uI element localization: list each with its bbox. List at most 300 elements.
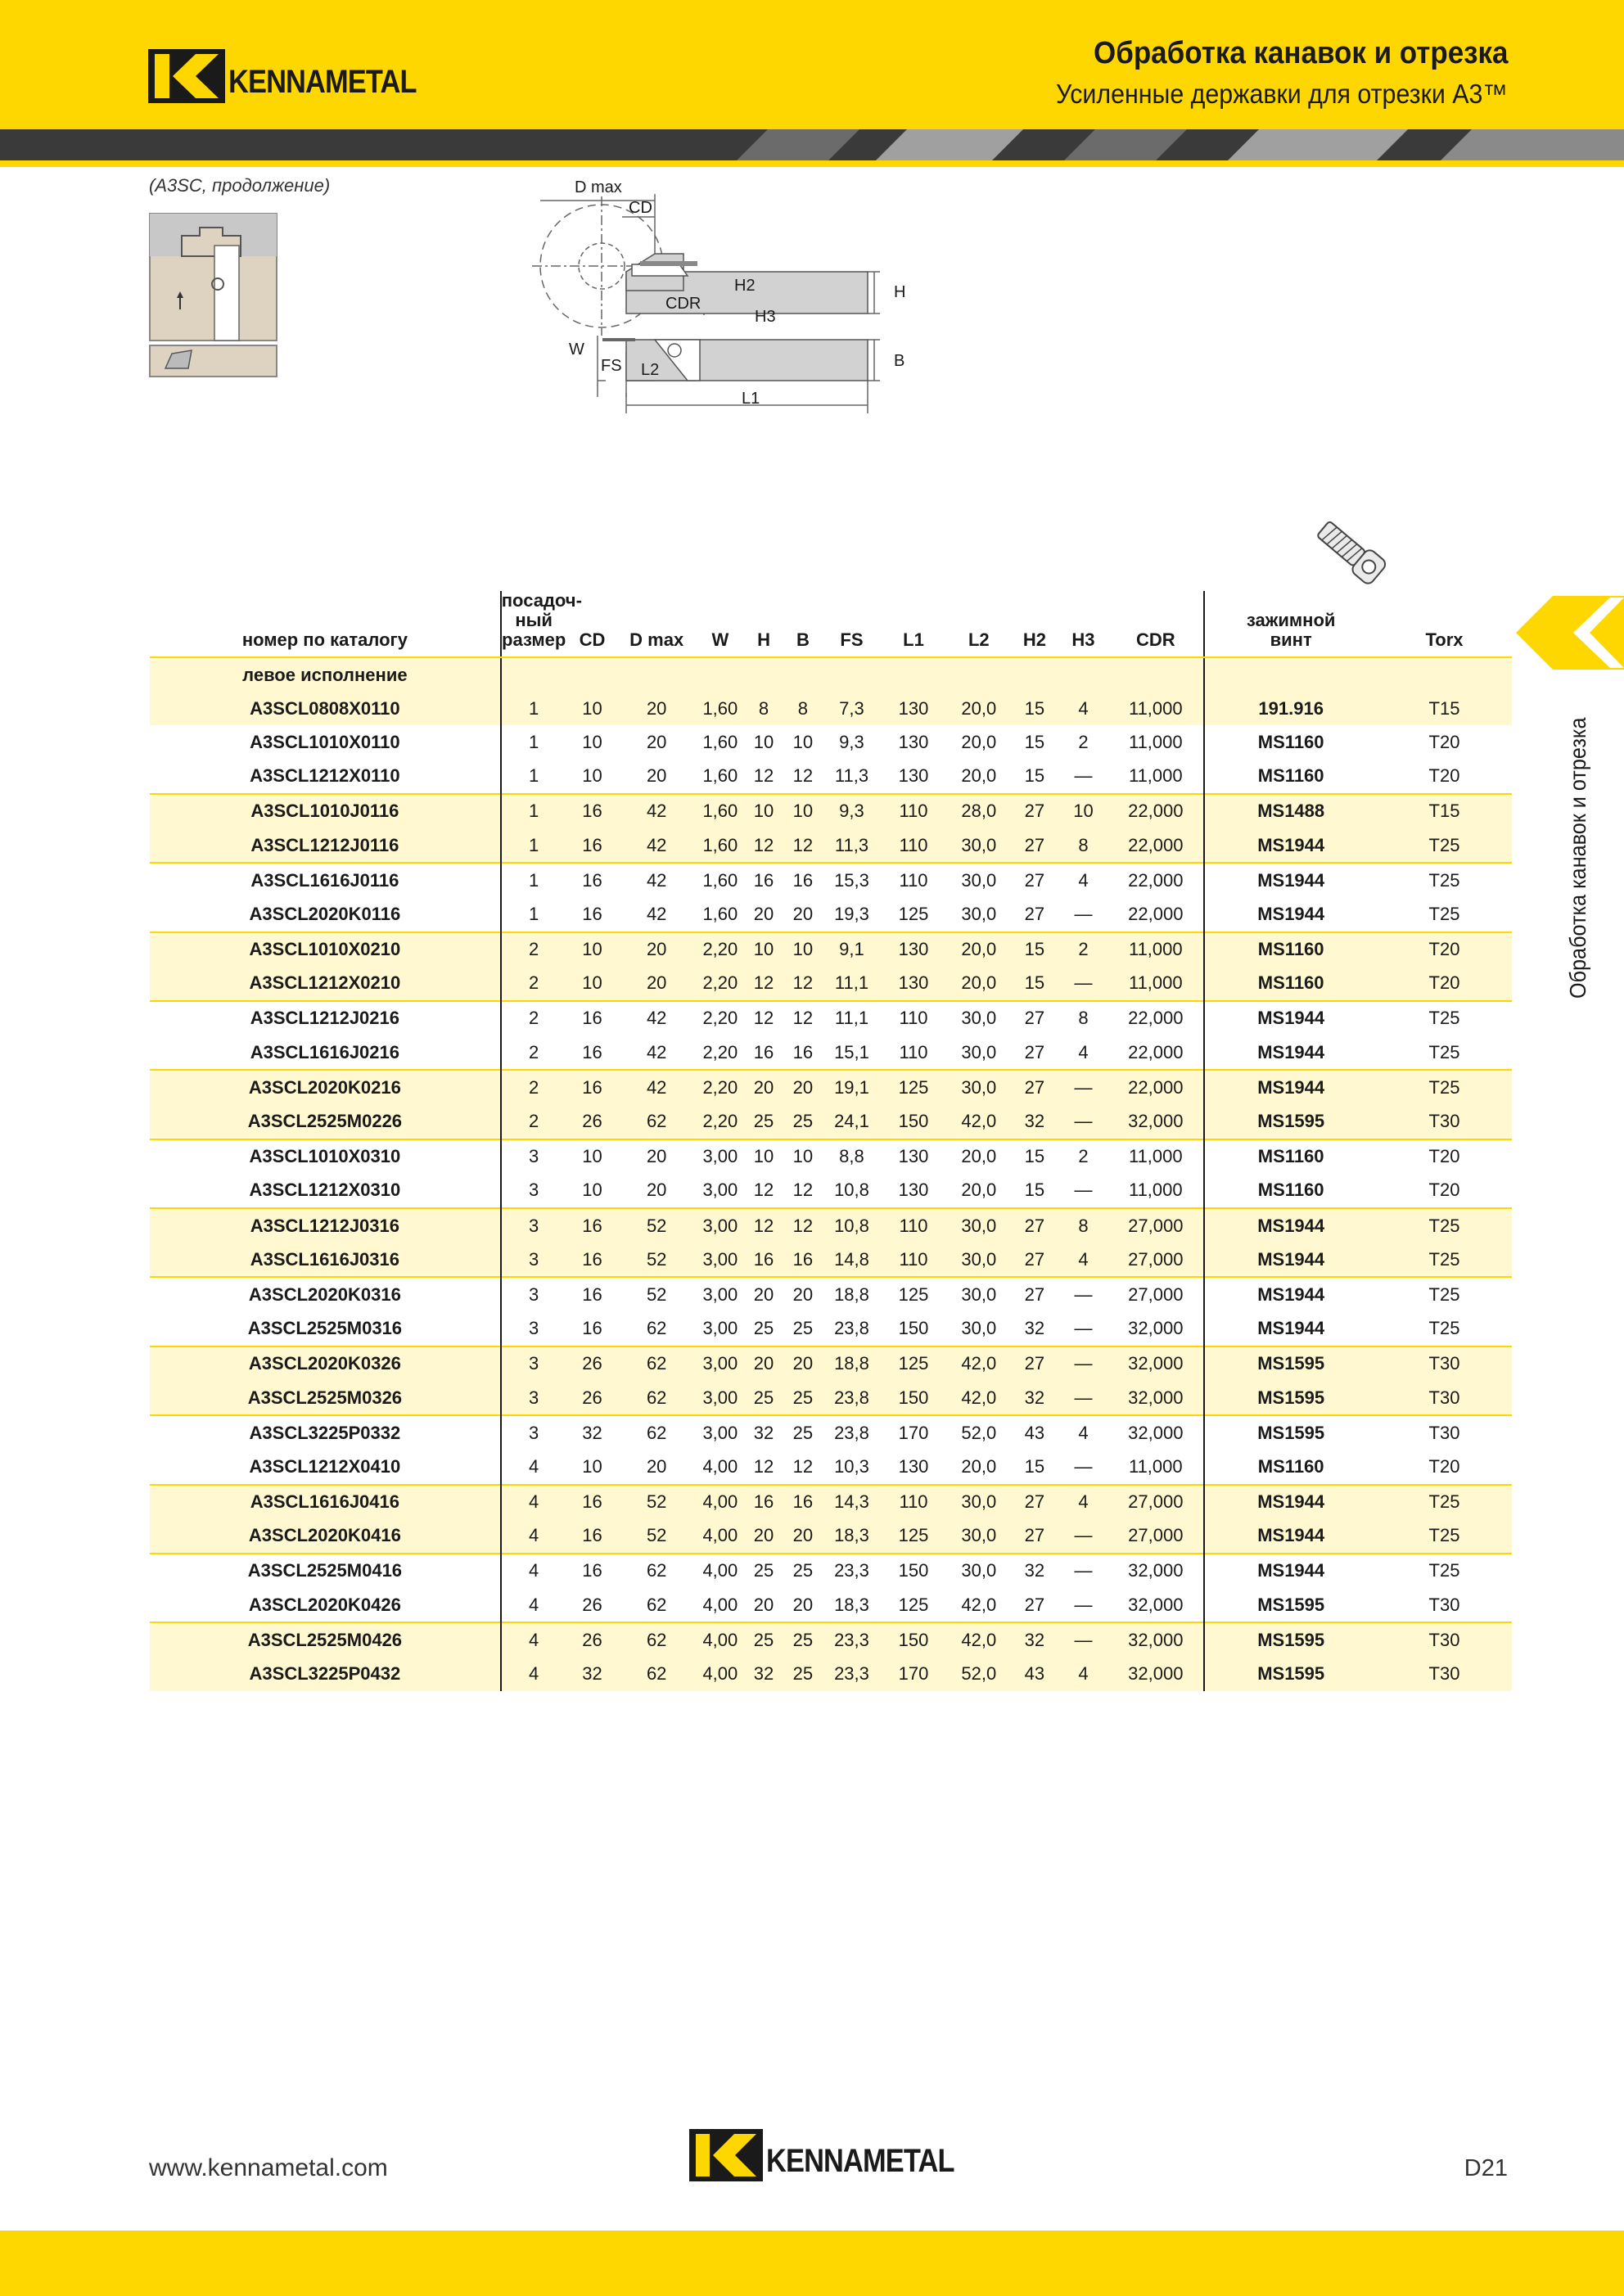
cell-cdr: 32,000	[1107, 1415, 1204, 1450]
cell-l1: 130	[898, 765, 929, 787]
table-header-row	[150, 591, 1512, 657]
cell-w: 1,60	[702, 869, 738, 891]
cell-b: 20	[782, 1346, 823, 1381]
header-rule	[0, 160, 1624, 167]
cell-w: 3,00	[702, 1318, 738, 1339]
cell-screw: MS1160	[1257, 765, 1324, 787]
cell-l2: 30,0	[948, 828, 1011, 863]
table-row	[150, 932, 1512, 967]
cell-l2: 30,0	[961, 869, 997, 891]
cell-screw: MS1944	[1257, 1318, 1325, 1339]
cell-fs: 19,3	[834, 903, 869, 924]
cell-h2: 27	[1024, 1008, 1045, 1029]
cell-h: 12	[746, 967, 783, 1001]
cell-cd: 10	[566, 692, 619, 725]
cell-fs: 8,8	[839, 1146, 864, 1167]
cell-fs: 9,3	[823, 794, 879, 828]
cell-code: A3SCL2525M0426	[150, 1622, 501, 1657]
label-h: H	[894, 283, 906, 301]
cell-b: 25	[782, 1657, 823, 1690]
cell-b: 12	[792, 1180, 814, 1201]
header-code: номер по каталогу	[150, 591, 501, 657]
table-row	[150, 1312, 1512, 1346]
cell-h: 25	[746, 1622, 783, 1657]
cell-l2: 20,0	[948, 692, 1011, 725]
cell-l1: 110	[880, 1485, 948, 1519]
cell-h3: —	[1059, 967, 1108, 1001]
cell-cdr: 22,000	[1107, 897, 1204, 931]
cell-l1: 130	[880, 967, 948, 1001]
cell-seat: 1	[501, 828, 566, 863]
table-row	[150, 725, 1512, 759]
cell-b: 16	[792, 1041, 814, 1062]
logo-wordmark: KENNAMETAL	[228, 63, 417, 100]
cell-fs: 23,8	[834, 1318, 869, 1339]
cell-fs: 11,3	[823, 828, 879, 863]
table-row	[150, 1104, 1512, 1139]
table-row	[150, 1657, 1512, 1690]
cell-torx: T20	[1377, 967, 1512, 1001]
cell-screw: MS1944	[1204, 1208, 1377, 1243]
cell-fs: 18,3	[834, 1594, 869, 1615]
header-h3: H3	[1059, 591, 1108, 657]
header-b: B	[782, 591, 823, 657]
cell-l1: 130	[898, 1146, 929, 1167]
cell-dmax: 62	[618, 1104, 695, 1139]
table-row	[150, 794, 1512, 828]
cell-cd: 10	[566, 967, 619, 1001]
cell-seat: 2	[501, 1104, 566, 1139]
cell-b: 12	[792, 1008, 814, 1029]
cell-h3: 2	[1078, 1146, 1089, 1167]
cell-w: 3,00	[695, 1243, 746, 1277]
cell-h2: 15	[1024, 1180, 1045, 1201]
cell-dmax: 20	[646, 1146, 667, 1167]
cell-h: 20	[753, 1594, 774, 1615]
cell-l1: 130	[880, 692, 948, 725]
cell-h2: 27	[1010, 1070, 1059, 1104]
label-dmax: D max	[575, 178, 622, 196]
cell-fs: 11,3	[834, 765, 869, 787]
cell-b: 20	[782, 1519, 823, 1554]
cell-h2: 15	[1024, 1146, 1045, 1167]
cell-l1: 110	[880, 794, 948, 828]
cell-l2: 30,0	[948, 1208, 1011, 1243]
cell-b: 8	[782, 692, 823, 725]
cell-code: A3SCL3225P0432	[150, 1657, 501, 1690]
cell-seat: 4	[501, 1622, 566, 1657]
cell-b: 25	[792, 1422, 814, 1443]
kennametal-logo	[148, 49, 447, 103]
cell-cdr: 32,000	[1107, 1554, 1204, 1588]
cell-fs: 14,8	[823, 1243, 879, 1277]
cell-h2: 27	[1010, 1485, 1059, 1519]
cell-cdr: 32,000	[1107, 1381, 1204, 1415]
cell-cd: 26	[566, 1346, 619, 1381]
cell-b: 10	[792, 731, 814, 752]
cell-torx: T25	[1428, 1041, 1460, 1062]
header-seat: посадоч- ный размер	[501, 591, 566, 657]
cell-w: 2,20	[695, 967, 746, 1001]
cell-w: 4,00	[702, 1560, 738, 1581]
table-row	[150, 1450, 1512, 1484]
page-subtitle: Усиленные державки для отрезки A3™	[1056, 79, 1508, 109]
cell-code: A3SCL1010X0210	[150, 932, 501, 967]
cell-l2: 28,0	[948, 794, 1011, 828]
cell-cdr: 27,000	[1107, 1485, 1204, 1519]
cell-h: 16	[753, 1041, 774, 1062]
cell-h3: —	[1059, 1381, 1108, 1415]
cell-l1: 125	[898, 903, 929, 924]
cell-torx: T25	[1428, 1560, 1460, 1581]
cell-h3: 8	[1059, 1208, 1108, 1243]
cell-cd: 10	[582, 765, 602, 787]
cell-screw: MS1160	[1204, 967, 1377, 1001]
cell-b: 10	[792, 1146, 814, 1167]
cell-b: 20	[782, 1070, 823, 1104]
website-link[interactable]: www.kennametal.com	[149, 2154, 388, 2181]
cell-w: 2,20	[702, 1041, 738, 1062]
cell-seat: 3	[529, 1318, 539, 1339]
cell-h3: —	[1074, 1318, 1093, 1339]
cell-h2: 27	[1024, 869, 1045, 891]
cell-h: 20	[746, 1070, 783, 1104]
cell-code: A3SCL1010X0110	[150, 725, 501, 759]
cell-torx: T30	[1377, 1346, 1512, 1381]
cell-l1: 130	[898, 731, 929, 752]
cell-dmax: 62	[646, 1560, 667, 1581]
cell-screw: MS1160	[1257, 731, 1324, 752]
cell-seat: 4	[529, 1560, 539, 1581]
cell-l1: 170	[880, 1657, 948, 1690]
cell-seat: 3	[501, 1243, 566, 1277]
cell-dmax: 62	[618, 1622, 695, 1657]
cell-h2: 15	[1024, 1455, 1045, 1477]
cell-l1: 150	[898, 1560, 929, 1581]
cell-cd: 16	[566, 828, 619, 863]
cell-h2: 27	[1010, 1346, 1059, 1381]
cell-screw: MS1595	[1257, 1422, 1325, 1443]
cell-cdr: 32,000	[1107, 1104, 1204, 1139]
cell-cd: 26	[582, 1594, 602, 1615]
cell-h2: 32	[1010, 1104, 1059, 1139]
cell-h3: 8	[1059, 828, 1108, 863]
cell-code: A3SCL2525M0316	[150, 1312, 501, 1346]
cell-h2: 27	[1024, 903, 1045, 924]
cell-cd: 16	[582, 903, 602, 924]
cell-cdr: 22,000	[1107, 794, 1204, 828]
table-row	[150, 1174, 1512, 1208]
cell-fs: 23,3	[823, 1657, 879, 1690]
cell-cdr: 32,000	[1107, 1346, 1204, 1381]
cell-l1: 150	[880, 1622, 948, 1657]
cell-code: A3SCL1212X0210	[150, 967, 501, 1001]
cell-b: 16	[792, 869, 814, 891]
cell-l1: 150	[880, 1104, 948, 1139]
cell-l2: 30,0	[961, 1560, 997, 1581]
cell-seat: 2	[529, 1041, 539, 1062]
section-row	[150, 657, 1512, 692]
cell-l2: 20,0	[961, 1180, 997, 1201]
cell-dmax: 42	[646, 903, 667, 924]
cell-h: 32	[746, 1657, 783, 1690]
cell-l1: 110	[899, 1041, 928, 1062]
cell-l1: 170	[898, 1422, 929, 1443]
cell-l2: 30,0	[948, 1485, 1011, 1519]
cell-w: 1,60	[695, 828, 746, 863]
footer-kennametal-k-icon	[689, 2129, 763, 2181]
cell-w: 2,20	[695, 1104, 746, 1139]
table-row	[150, 760, 1512, 794]
cell-dmax: 62	[618, 1657, 695, 1690]
cell-dmax: 20	[618, 967, 695, 1001]
cell-h: 12	[753, 765, 774, 787]
table-row	[150, 1485, 1512, 1519]
cell-code: A3SCL2525M0416	[150, 1554, 501, 1588]
cell-h3: —	[1074, 1560, 1093, 1581]
cell-h: 8	[746, 692, 783, 725]
cell-h: 25	[753, 1560, 774, 1581]
cell-l2: 30,0	[961, 1041, 997, 1062]
header-h2: H2	[1010, 591, 1059, 657]
table-row	[150, 1035, 1512, 1070]
cell-fs: 9,1	[823, 932, 879, 967]
cell-h2: 15	[1010, 692, 1059, 725]
cell-cdr: 11,000	[1107, 932, 1204, 967]
table-row	[150, 1277, 1512, 1311]
cell-dmax: 62	[646, 1318, 667, 1339]
cell-cd: 10	[582, 731, 602, 752]
cell-l2: 30,0	[961, 1283, 997, 1305]
insert-illustration	[149, 213, 280, 378]
cell-h2: 27	[1010, 1243, 1059, 1277]
cell-dmax: 20	[646, 1455, 667, 1477]
header-l1: L1	[880, 591, 948, 657]
cell-code: A3SCL2020K0116	[150, 897, 501, 931]
cell-cd: 10	[566, 932, 619, 967]
cell-dmax: 20	[646, 765, 667, 787]
cell-code: A3SCL1212J0216	[150, 1001, 501, 1035]
cell-w: 3,00	[702, 1283, 738, 1305]
cell-l2: 42,0	[948, 1381, 1011, 1415]
cell-cdr: 32,000	[1107, 1657, 1204, 1690]
cell-screw: MS1488	[1204, 794, 1377, 828]
cell-dmax: 52	[618, 1519, 695, 1554]
cell-b: 12	[782, 828, 823, 863]
decorative-stripe	[0, 129, 1624, 160]
cell-torx: T25	[1377, 1519, 1512, 1554]
cell-l2: 52,0	[961, 1422, 997, 1443]
cell-w: 4,00	[695, 1657, 746, 1690]
cell-h: 10	[746, 794, 783, 828]
cell-h3: —	[1074, 1594, 1093, 1615]
cell-cdr: 11,000	[1107, 760, 1204, 794]
cell-screw: MS1944	[1204, 1485, 1377, 1519]
clamp-screw-icon	[1308, 507, 1398, 598]
cell-l1: 130	[880, 932, 948, 967]
cell-dmax: 52	[646, 1283, 667, 1305]
cell-l1: 150	[898, 1318, 929, 1339]
cell-cdr: 22,000	[1107, 1035, 1204, 1070]
cell-code: A3SCL2020K0216	[150, 1070, 501, 1104]
cell-l2: 42,0	[948, 1104, 1011, 1139]
cell-screw: MS1944	[1257, 903, 1325, 924]
side-section-tab	[1565, 686, 1591, 999]
cell-l1: 150	[880, 1381, 948, 1415]
cell-l1: 110	[880, 828, 948, 863]
cell-torx: T25	[1377, 1070, 1512, 1104]
cell-h2: 15	[1024, 765, 1045, 787]
label-fs: FS	[601, 357, 622, 375]
cell-h3: 4	[1059, 1485, 1108, 1519]
cell-cd: 16	[566, 1208, 619, 1243]
cell-b: 20	[792, 1283, 814, 1305]
cell-w: 3,00	[702, 1180, 738, 1201]
table-row	[150, 828, 1512, 863]
cell-torx: T30	[1377, 1657, 1512, 1690]
cell-cdr: 11,000	[1107, 725, 1204, 759]
cell-dmax: 52	[618, 1243, 695, 1277]
cell-h3: —	[1059, 1070, 1108, 1104]
cell-dmax: 52	[618, 1208, 695, 1243]
cell-torx: T20	[1377, 932, 1512, 967]
cell-w: 4,00	[702, 1455, 738, 1477]
cell-cd: 26	[566, 1622, 619, 1657]
cell-seat: 4	[501, 1485, 566, 1519]
header-cd: CD	[566, 591, 619, 657]
table-row	[150, 1139, 1512, 1174]
cell-seat: 4	[501, 1519, 566, 1554]
cell-cd: 16	[582, 1041, 602, 1062]
cell-cdr: 27,000	[1107, 1208, 1204, 1243]
page-header	[0, 0, 1624, 129]
cell-b: 12	[792, 1455, 814, 1477]
cell-l2: 20,0	[948, 967, 1011, 1001]
cell-fs: 10,8	[823, 1208, 879, 1243]
cell-b: 20	[792, 903, 814, 924]
cell-torx: T30	[1377, 1381, 1512, 1415]
cell-seat: 2	[501, 1070, 566, 1104]
cell-l1: 125	[898, 1283, 929, 1305]
table-row	[150, 1070, 1512, 1104]
cell-l2: 42,0	[948, 1622, 1011, 1657]
page-number: D21	[1464, 2155, 1508, 2181]
cell-fs: 24,1	[823, 1104, 879, 1139]
cell-b: 25	[782, 1104, 823, 1139]
cell-h3: 4	[1059, 1657, 1108, 1690]
cell-code: A3SCL2020K0416	[150, 1519, 501, 1554]
cell-code: A3SCL0808X0110	[150, 692, 501, 725]
cell-h3: —	[1059, 1346, 1108, 1381]
cell-cdr: 11,000	[1107, 1450, 1204, 1484]
cell-h: 10	[753, 731, 774, 752]
cell-code: A3SCL1616J0316	[150, 1243, 501, 1277]
cell-dmax: 20	[618, 692, 695, 725]
cell-h: 12	[753, 1180, 774, 1201]
cell-code: A3SCL1212X0410	[150, 1450, 501, 1484]
cell-b: 25	[792, 1560, 814, 1581]
cell-h3: 4	[1059, 1243, 1108, 1277]
cell-cdr: 22,000	[1107, 1001, 1204, 1035]
cell-cd: 16	[566, 1070, 619, 1104]
label-cd: CD	[629, 199, 652, 217]
cell-h3: —	[1074, 1180, 1093, 1201]
table-row	[150, 1346, 1512, 1381]
cell-l2: 42,0	[961, 1594, 997, 1615]
cell-screw: MS1944	[1204, 1519, 1377, 1554]
cell-cd: 10	[582, 1455, 602, 1477]
cell-seat: 1	[529, 869, 539, 891]
cell-code: A3SCL1616J0216	[150, 1035, 501, 1070]
side-tab-text: Обработка канавок и отрезка	[1565, 717, 1590, 999]
cell-l1: 130	[898, 1180, 929, 1201]
cell-cdr: 32,000	[1107, 1588, 1204, 1622]
header-cdr: CDR	[1107, 591, 1204, 657]
table-row	[150, 1001, 1512, 1035]
section-tab-chevron-icon	[1516, 596, 1624, 670]
cell-h2: 27	[1010, 1519, 1059, 1554]
cell-l2: 52,0	[948, 1657, 1011, 1690]
cell-screw: MS1595	[1204, 1346, 1377, 1381]
cell-code: A3SCL2020K0316	[150, 1277, 501, 1311]
cell-cdr: 22,000	[1107, 1070, 1204, 1104]
cell-cd: 26	[566, 1381, 619, 1415]
cell-w: 3,00	[702, 1146, 738, 1167]
cell-h3: 2	[1059, 932, 1108, 967]
cell-fs: 7,3	[823, 692, 879, 725]
cell-h: 12	[746, 828, 783, 863]
cell-seat: 3	[501, 1208, 566, 1243]
cell-h3: 2	[1078, 731, 1089, 752]
cell-l2: 20,0	[948, 932, 1011, 967]
cell-b: 25	[782, 1381, 823, 1415]
cell-h: 16	[746, 1243, 783, 1277]
cell-screw: 191.916	[1204, 692, 1377, 725]
header-l2: L2	[948, 591, 1011, 657]
cell-dmax: 42	[646, 1041, 667, 1062]
cell-l1: 110	[880, 1243, 948, 1277]
cell-cd: 16	[582, 1008, 602, 1029]
cell-w: 1,60	[702, 765, 738, 787]
cell-screw: MS1944	[1204, 828, 1377, 863]
label-w: W	[569, 341, 584, 359]
cell-h3: —	[1074, 765, 1093, 787]
cell-torx: T20	[1428, 1180, 1460, 1201]
cell-seat: 4	[501, 1657, 566, 1690]
cell-cd: 16	[582, 869, 602, 891]
cell-code: A3SCL1616J0116	[150, 863, 501, 897]
cell-code: A3SCL1010X0310	[150, 1139, 501, 1174]
cell-h: 16	[753, 869, 774, 891]
header-dmax: D max	[618, 591, 695, 657]
cell-dmax: 62	[646, 1594, 667, 1615]
cell-seat: 1	[529, 903, 539, 924]
cell-h: 12	[753, 1008, 774, 1029]
cell-cd: 10	[582, 1146, 602, 1167]
cell-b: 25	[782, 1622, 823, 1657]
cell-h3: 4	[1078, 869, 1089, 891]
table-row	[150, 1208, 1512, 1243]
cell-code: A3SCL1010J0116	[150, 794, 501, 828]
cell-w: 3,00	[695, 1346, 746, 1381]
cell-h3: —	[1074, 903, 1093, 924]
header-w: W	[695, 591, 746, 657]
cell-torx: T15	[1377, 794, 1512, 828]
cell-h2: 15	[1024, 731, 1045, 752]
cell-h: 25	[753, 1318, 774, 1339]
cell-w: 1,60	[702, 731, 738, 752]
cell-seat: 1	[529, 765, 539, 787]
